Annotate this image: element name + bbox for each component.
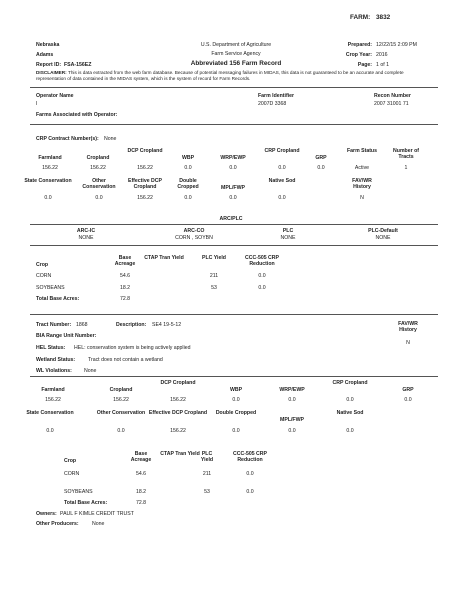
farm-value-state-conservation: 0.0 bbox=[44, 195, 52, 201]
tract-total-base-acres: 72.8 bbox=[135, 500, 147, 506]
crop-header-plc-yield: PLC Yield bbox=[202, 255, 226, 261]
prepared-date: 12/22/15 2:09 PM bbox=[376, 42, 417, 48]
farm-value-crp-cropland: 0.0 bbox=[278, 165, 286, 171]
tract-value-native-sod: 0.0 bbox=[346, 428, 354, 434]
tract-value-double-cropped: 0.0 bbox=[232, 428, 240, 434]
tract-value-dcp-cropland: 156.22 bbox=[170, 397, 186, 403]
tract-fav-wr-history: N bbox=[406, 340, 410, 346]
tract-crop-base-acreage: 54.6 bbox=[135, 471, 147, 477]
disclaimer-text: This is data extracted from the web farm database. Because of potential messaging failures in MIDAS, this data is not guaranteed to be an accurate and complete representation of data contained in the MIDAS system, which is the system of record for Farm Records. bbox=[36, 70, 404, 81]
farm-header-farmland: Farmland bbox=[38, 155, 62, 161]
farm-value-effective-dcp: 156.22 bbox=[137, 195, 153, 201]
tract-header-wbp: WBP bbox=[229, 387, 243, 393]
other-producers-label: Other Producers: bbox=[36, 521, 79, 527]
farm-header-cropland: Cropland bbox=[86, 155, 110, 161]
tract-description-label: Description: bbox=[116, 322, 147, 328]
divider bbox=[30, 376, 438, 377]
arc-plc-value-plc-default: NONE bbox=[375, 235, 391, 241]
tract-value-other-conservation: 0.0 bbox=[117, 428, 125, 434]
tract-value-wrp-ewp: 0.0 bbox=[288, 397, 296, 403]
tract-crop-header-ccc-505: CCC-505 CRP Reduction bbox=[232, 451, 267, 463]
disclaimer-label: DISCLAIMER: bbox=[36, 70, 67, 75]
farm-header-mpl-fwp: MPL/FWP bbox=[221, 185, 245, 191]
crop-plc-yield: 53 bbox=[211, 285, 217, 291]
tract-header-other-conservation: Other Conservation bbox=[96, 410, 146, 416]
crop-ccc-reduction: 0.0 bbox=[258, 273, 266, 279]
tract-crop-plc-yield: 211 bbox=[202, 471, 212, 477]
bia-range-unit-label: BIA Range Unit Number: bbox=[36, 333, 97, 339]
tract-value-effective-dcp: 156.22 bbox=[170, 428, 186, 434]
tract-header-crp-cropland: CRP Cropland bbox=[332, 380, 368, 386]
tract-crop-name: SOYBEANS bbox=[64, 489, 93, 495]
crop-base-acreage: 54.6 bbox=[119, 273, 131, 279]
tract-fav-wr-history-header: FAV/WR History bbox=[398, 321, 418, 333]
state-name: Nebraska bbox=[36, 42, 60, 48]
report-id-label: Report ID: bbox=[36, 62, 62, 68]
tract-value-wbp: 0.0 bbox=[232, 397, 240, 403]
tract-crop-ccc-reduction: 0.0 bbox=[246, 489, 254, 495]
tract-value-grp: 0.0 bbox=[404, 397, 412, 403]
other-producers: None bbox=[92, 521, 105, 527]
farms-associated-label: Farms Associated with Operator: bbox=[36, 112, 118, 118]
wl-violations: None bbox=[84, 368, 97, 374]
owners: PAUL F KIMLE CREDIT TRUST bbox=[60, 511, 134, 517]
arc-plc-title: ARC/PLC bbox=[219, 216, 243, 222]
crp-contract-label: CRP Contract Number(s): bbox=[36, 136, 99, 142]
farm-value-cropland: 156.22 bbox=[90, 165, 106, 171]
arc-plc-value-arc-ic: NONE bbox=[78, 235, 94, 241]
county-name: Adams bbox=[36, 52, 54, 58]
wetland-status: Tract does not contain a wetland bbox=[88, 357, 163, 363]
crop-name: CORN bbox=[36, 273, 52, 279]
divider bbox=[30, 314, 438, 315]
arc-plc-header-arc-ic: ARC-IC bbox=[76, 228, 96, 234]
prepared-label: Prepared: bbox=[347, 42, 372, 48]
farm-value-farm-status: Active bbox=[354, 165, 370, 171]
farm-header-double-cropped: Double Cropped bbox=[177, 178, 199, 190]
tract-header-farmland: Farmland bbox=[41, 387, 65, 393]
tract-header-effective-dcp: Effective DCP Cropland bbox=[148, 410, 208, 416]
tract-crop-ccc-reduction: 0.0 bbox=[246, 471, 254, 477]
tract-header-native-sod: Native Sod bbox=[336, 410, 364, 416]
farm-header-farm-status: Farm Status bbox=[347, 148, 377, 154]
arc-plc-header-arc-co: ARC-CO bbox=[183, 228, 205, 234]
owners-label: Owners: bbox=[36, 511, 57, 517]
hel-status: HEL: conservation system is being actively applied bbox=[74, 345, 191, 351]
divider bbox=[30, 245, 438, 246]
farm-value-number-of-tracts: 1 bbox=[404, 165, 408, 171]
crop-ccc-reduction: 0.0 bbox=[258, 285, 266, 291]
page-label: Page: bbox=[357, 62, 372, 68]
recon-number-header: Recon Number bbox=[374, 93, 411, 99]
total-base-acres-label: Total Base Acres: bbox=[36, 296, 80, 302]
farm-identifier: 2007D 3368 bbox=[258, 101, 287, 107]
agency-line-2: Farm Service Agency bbox=[211, 51, 261, 57]
divider bbox=[30, 87, 438, 88]
farm-value-wbp: 0.0 bbox=[184, 165, 192, 171]
tract-header-dcp-cropland: DCP Cropland bbox=[160, 380, 196, 386]
arc-plc-header-plc: PLC bbox=[282, 228, 294, 234]
tract-description: SE4 19-5-12 bbox=[152, 322, 182, 328]
farm-header-effective-dcp: Effective DCP Cropland bbox=[127, 178, 163, 190]
farm-identifier-header: Farm Identifier bbox=[258, 93, 295, 99]
arc-plc-value-plc: NONE bbox=[280, 235, 296, 241]
total-base-acres: 72.8 bbox=[119, 296, 131, 302]
wl-violations-label: WL Violations: bbox=[36, 368, 72, 374]
farm-value-double-cropped: 0.0 bbox=[184, 195, 192, 201]
tract-header-state-conservation: State Conservation bbox=[26, 410, 74, 416]
disclaimer bbox=[36, 70, 432, 82]
tract-crop-header-crop: Crop bbox=[64, 458, 77, 464]
wetland-status-label: Wetland Status: bbox=[36, 357, 76, 363]
farm-header-other-conservation: Other Conservation bbox=[82, 178, 116, 190]
crop-header-crop: Crop bbox=[36, 262, 49, 268]
farm-value-dcp-cropland: 156.22 bbox=[137, 165, 153, 171]
crop-base-acreage: 18.2 bbox=[119, 285, 131, 291]
tract-header-double-cropped: Double Cropped bbox=[215, 410, 257, 416]
tract-crop-header-plc-yield: PLC Yield bbox=[200, 451, 214, 463]
farm-header-grp: GRP bbox=[315, 155, 327, 161]
farm-value-fav-wr-history: N bbox=[360, 195, 364, 201]
tract-header-mpl-fwp: MPL/FWP bbox=[280, 417, 304, 423]
tract-value-cropland: 156.22 bbox=[113, 397, 129, 403]
crop-plc-yield: 211 bbox=[209, 273, 219, 279]
farm-header-wrp-ewp: WRP/EWP bbox=[220, 155, 246, 161]
tract-header-grp: GRP bbox=[402, 387, 414, 393]
farm-value-farmland: 156.22 bbox=[42, 165, 58, 171]
tract-header-cropland: Cropland bbox=[109, 387, 133, 393]
tract-number: 1868 bbox=[76, 322, 88, 328]
crop-year: 2016 bbox=[376, 52, 388, 58]
farm-number: 3832 bbox=[376, 14, 391, 21]
farm-header-state-conservation: State Conservation bbox=[24, 178, 72, 184]
page-number: 1 of 1 bbox=[376, 62, 389, 68]
recon-number: 2007 31001 71 bbox=[374, 101, 409, 107]
farm-value-other-conservation: 0.0 bbox=[95, 195, 103, 201]
tract-value-crp-cropland: 0.0 bbox=[346, 397, 354, 403]
hel-status-label: HEL Status: bbox=[36, 345, 66, 351]
report-id: FSA-156EZ bbox=[64, 62, 92, 68]
tract-value-farmland: 156.22 bbox=[45, 397, 61, 403]
crop-header-ctap-tran-yield: CTAP Tran Yield bbox=[144, 255, 184, 261]
farm-value-mpl-fwp: 0.0 bbox=[229, 195, 237, 201]
crop-header-ccc-505: CCC-505 CRP Reduction bbox=[244, 255, 279, 267]
farm-header-fav-wr-history: FAV/WR History bbox=[352, 178, 372, 190]
report-title: Abbreviated 156 Farm Record bbox=[190, 60, 282, 67]
operator-name: I bbox=[36, 101, 38, 107]
tract-value-mpl-fwp: 0.0 bbox=[288, 428, 296, 434]
tract-crop-header-ctap-tran-yield: CTAP Tran Yield bbox=[160, 451, 200, 457]
farm-header-native-sod: Native Sod bbox=[268, 178, 296, 184]
farm-header-wbp: WBP bbox=[181, 155, 195, 161]
farm-header-dcp-cropland: DCP Cropland bbox=[127, 148, 163, 154]
farm-header-number-of-tracts: Number of Tracts bbox=[393, 148, 419, 160]
arc-plc-header-plc-default: PLC-Default bbox=[368, 228, 398, 234]
tract-crop-base-acreage: 18.2 bbox=[135, 489, 147, 495]
divider bbox=[30, 124, 438, 125]
farm-header-crp-cropland: CRP Cropland bbox=[264, 148, 300, 154]
farm-value-wrp-ewp: 0.0 bbox=[229, 165, 237, 171]
tract-value-state-conservation: 0.0 bbox=[46, 428, 54, 434]
crop-year-label: Crop Year: bbox=[345, 52, 372, 58]
crop-header-base-acreage: Base Acreage bbox=[114, 255, 136, 267]
farm-label: FARM: bbox=[350, 14, 371, 21]
crop-name: SOYBEANS bbox=[36, 285, 65, 291]
tract-total-base-acres-label: Total Base Acres: bbox=[64, 500, 108, 506]
farm-value-native-sod: 0.0 bbox=[278, 195, 286, 201]
tract-crop-plc-yield: 53 bbox=[204, 489, 210, 495]
crp-contract-value: None bbox=[104, 136, 117, 142]
tract-number-label: Tract Number: bbox=[36, 322, 72, 328]
farm-value-grp: 0.0 bbox=[317, 165, 325, 171]
tract-header-wrp-ewp: WRP/EWP bbox=[279, 387, 305, 393]
tract-crop-name: CORN bbox=[64, 471, 80, 477]
arc-plc-value-arc-co: CORN , SOYBN bbox=[175, 235, 213, 241]
operator-name-header: Operator Name bbox=[36, 93, 74, 99]
tract-crop-header-base-acreage: Base Acreage bbox=[130, 451, 152, 463]
agency-line-1: U.S. Department of Agriculture bbox=[200, 42, 272, 48]
divider bbox=[30, 224, 438, 225]
